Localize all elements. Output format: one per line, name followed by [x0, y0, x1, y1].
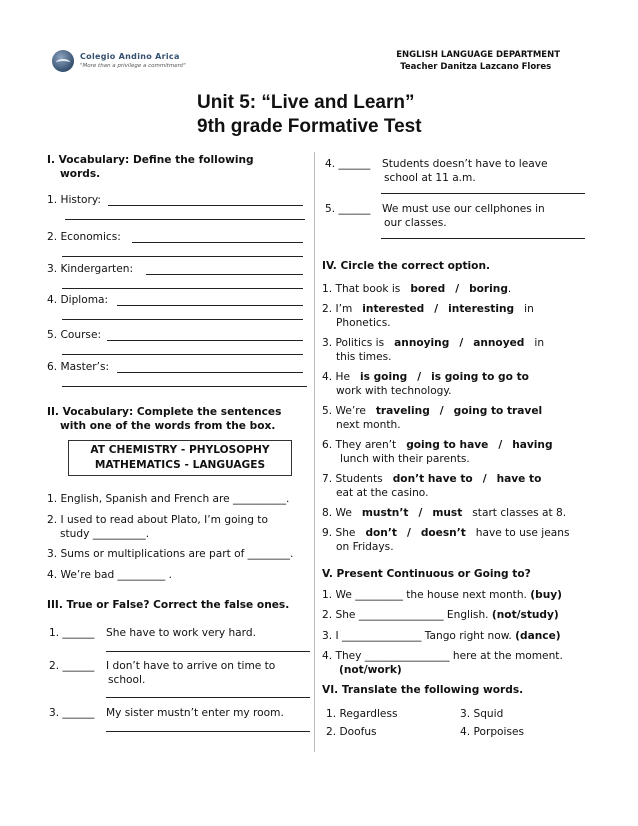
circle-item-text: 6. They aren’t: [322, 439, 397, 451]
school-name: Colegio Andino Arica: [80, 52, 180, 61]
verb-item: 4. They ________________ here at the moment.: [322, 650, 563, 662]
answer-line[interactable]: [146, 274, 303, 275]
word-box-line: MATHEMATICS - LANGUAGES: [94, 459, 266, 471]
verb-item-text: 2. She ________________ English.: [322, 609, 489, 621]
option-b[interactable]: going to travel: [453, 405, 543, 417]
answer-line[interactable]: [106, 731, 310, 732]
tf-statement-cont: school at 11 a.m.: [384, 172, 476, 184]
option-a[interactable]: is going: [359, 371, 408, 383]
verb-hint: (not/work): [339, 664, 402, 676]
verb-item: [322, 629, 561, 644]
column-divider: [314, 152, 315, 752]
tf-number[interactable]: 1. ______: [49, 627, 95, 639]
option-a[interactable]: going to have: [406, 439, 489, 451]
option-b[interactable]: have to: [496, 473, 542, 485]
section-4-heading: IV. Circle the correct option.: [322, 260, 491, 272]
school-logo-icon: [52, 50, 74, 72]
tf-statement: She have to work very hard.: [106, 627, 256, 639]
circle-item-text: start classes at 8.: [472, 507, 567, 519]
circle-item-cont: this times.: [336, 351, 392, 363]
circle-item-text: have to use jeans: [475, 527, 570, 539]
tf-statement: My sister mustn’t enter my room.: [106, 707, 284, 719]
tf-statement: I don’t have to arrive on time to: [106, 660, 276, 672]
answer-line[interactable]: [117, 305, 303, 306]
circle-item-text: 7. Students: [322, 473, 383, 485]
answer-line[interactable]: [106, 651, 310, 652]
vocab-item: 6. Master’s:: [47, 361, 110, 373]
circle-item: [322, 282, 511, 297]
tf-statement: We must use our cellphones in: [382, 203, 545, 215]
option-b[interactable]: having: [512, 439, 553, 451]
answer-line[interactable]: [62, 354, 303, 355]
section-2-heading: II. Vocabulary: Complete the sentences: [47, 406, 282, 418]
vocab-item: 1. History:: [47, 194, 101, 206]
circle-item-cont: eat at the casino.: [336, 487, 429, 499]
option-separator: /: [498, 439, 503, 451]
circle-item: [322, 336, 544, 351]
tf-statement-cont: our classes.: [384, 217, 447, 229]
department-name: ENGLISH LANGUAGE DEPARTMENT: [396, 50, 560, 60]
answer-line[interactable]: [381, 238, 585, 239]
circle-item-cont: Phonetics.: [336, 317, 391, 329]
circle-item: [322, 526, 569, 541]
answer-line[interactable]: [107, 340, 303, 341]
section-6-heading: VI. Translate the following words.: [322, 684, 524, 696]
circle-item-cont: lunch with their parents.: [340, 453, 470, 465]
option-separator: /: [482, 473, 487, 485]
tf-statement-cont: school.: [108, 674, 146, 686]
option-a[interactable]: don’t: [365, 527, 397, 539]
tf-number[interactable]: 3. ______: [49, 707, 95, 719]
verb-hint: (not/study): [491, 609, 559, 621]
circle-item-text: 2. I’m: [322, 303, 353, 315]
option-separator: /: [459, 337, 464, 349]
vocab-item: 2. Economics:: [47, 231, 121, 243]
option-separator: /: [434, 303, 439, 315]
tf-number[interactable]: 5. ______: [325, 203, 371, 215]
fill-item: 3. Sums or multiplications are part of ________.: [47, 548, 294, 560]
vocab-item: 5. Course:: [47, 329, 102, 341]
answer-line[interactable]: [62, 386, 307, 387]
translate-word: 4. Porpoises: [460, 726, 525, 738]
department-header: [396, 49, 560, 73]
verb-item: [322, 608, 559, 623]
circle-item: [322, 302, 534, 317]
option-b[interactable]: is going to go to: [431, 371, 529, 383]
option-separator: /: [406, 527, 411, 539]
teacher-name: Teacher Danitza Lazcano Flores: [400, 62, 552, 72]
fill-item-cont: study __________.: [60, 528, 150, 540]
section-1-heading: I. Vocabulary: Define the following: [47, 154, 254, 166]
fill-item: 2. I used to read about Plato, I’m going to: [47, 514, 268, 526]
circle-item-cont: work with technology.: [336, 385, 452, 397]
option-separator: /: [455, 283, 460, 295]
vocab-item: 3. Kindergarten:: [47, 263, 134, 275]
vocab-item: 4. Diploma:: [47, 294, 109, 306]
word-box: [68, 440, 292, 476]
option-b[interactable]: boring: [469, 283, 508, 295]
page-subtitle: 9th grade Formative Test: [197, 116, 422, 137]
answer-line[interactable]: [62, 288, 303, 289]
verb-hint: (dance): [515, 630, 561, 642]
circle-item-text: .: [507, 283, 512, 295]
answer-line[interactable]: [108, 205, 303, 206]
circle-item: [322, 438, 553, 453]
option-b[interactable]: must: [432, 507, 463, 519]
translate-word: 2. Doofus: [326, 726, 377, 738]
option-b[interactable]: annoyed: [473, 337, 525, 349]
section-2-heading-cont: with one of the words from the box.: [60, 420, 276, 432]
circle-item-text: 9. She: [322, 527, 356, 539]
option-a[interactable]: interested: [362, 303, 425, 315]
circle-item-text: 1. That book is: [322, 283, 401, 295]
circle-item-text: 4. He: [322, 371, 350, 383]
page-title: Unit 5: “Live and Learn”: [197, 92, 415, 113]
option-a[interactable]: traveling: [375, 405, 430, 417]
answer-line[interactable]: [117, 372, 303, 373]
answer-line[interactable]: [62, 256, 303, 257]
fill-item: 1. English, Spanish and French are __________.: [47, 493, 290, 505]
answer-line[interactable]: [381, 193, 585, 194]
option-b[interactable]: doesn’t: [420, 527, 466, 539]
tf-number[interactable]: 4. ______: [325, 158, 371, 170]
option-separator: /: [417, 371, 422, 383]
answer-line[interactable]: [65, 219, 305, 220]
tf-number[interactable]: 2. ______: [49, 660, 95, 672]
fill-item: 4. We’re bad _________ .: [47, 569, 172, 581]
tf-statement: Students doesn’t have to leave: [382, 158, 548, 170]
answer-line[interactable]: [62, 319, 303, 320]
circle-item-text: 5. We’re: [322, 405, 366, 417]
circle-item: [322, 472, 541, 487]
option-b[interactable]: interesting: [448, 303, 515, 315]
option-a[interactable]: annoying: [394, 337, 450, 349]
verb-hint: (buy): [530, 589, 563, 601]
circle-item: [322, 404, 542, 419]
answer-line[interactable]: [132, 242, 303, 243]
circle-item: [322, 506, 566, 521]
answer-line[interactable]: [106, 697, 310, 698]
option-a[interactable]: mustn’t: [361, 507, 409, 519]
circle-item-text: in: [524, 303, 534, 315]
option-separator: /: [439, 405, 444, 417]
circle-item-cont: next month.: [336, 419, 401, 431]
circle-item-text: 8. We: [322, 507, 352, 519]
section-5-heading: V. Present Continuous or Going to?: [322, 568, 531, 580]
section-1-heading-cont: words.: [60, 168, 101, 180]
school-tagline: "More than a privilege a commitment": [80, 63, 186, 69]
option-separator: /: [418, 507, 423, 519]
verb-item-text: 3. I _______________ Tango right now.: [322, 630, 512, 642]
option-a[interactable]: bored: [410, 283, 446, 295]
circle-item-text: 3. Politics is: [322, 337, 385, 349]
verb-item-text: 1. We _________ the house next month.: [322, 589, 527, 601]
circle-item-text: in: [534, 337, 545, 349]
option-a[interactable]: don’t have to: [392, 473, 473, 485]
word-box-line: AT CHEMISTRY - PHYLOSOPHY: [90, 444, 270, 456]
verb-item: [322, 588, 562, 603]
translate-word: 1. Regardless: [326, 708, 398, 720]
circle-item: [322, 370, 529, 385]
section-3-heading: III. True or False? Correct the false ones.: [47, 599, 290, 611]
circle-item-cont: on Fridays.: [336, 541, 394, 553]
translate-word: 3. Squid: [460, 708, 504, 720]
